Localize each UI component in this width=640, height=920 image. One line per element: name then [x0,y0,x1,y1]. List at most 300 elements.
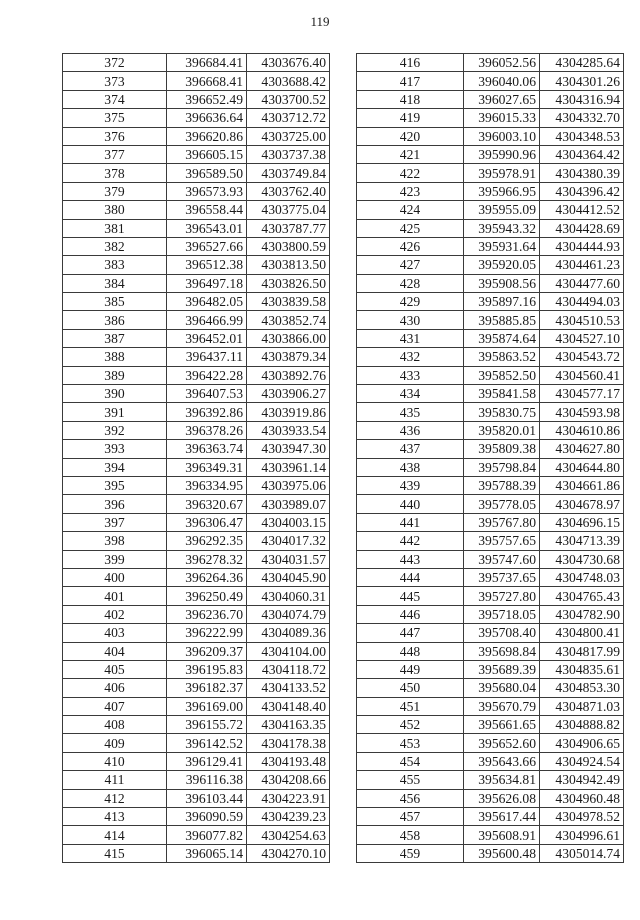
point-number-cell: 455 [357,771,464,789]
point-number-cell: 417 [357,72,464,90]
x-coordinate-cell: 396452.01 [167,329,247,347]
y-coordinate-cell: 4304527.10 [540,329,624,347]
table-row [63,660,330,678]
table-row [357,716,624,734]
point-number-cell: 452 [357,716,464,734]
table-row [63,348,330,366]
table-row [357,568,624,586]
x-coordinate-cell: 395626.08 [464,789,540,807]
table-row [357,532,624,550]
point-number-cell: 427 [357,256,464,274]
table-row [357,587,624,605]
x-coordinate-cell: 396407.53 [167,385,247,403]
point-number-cell: 404 [63,642,167,660]
y-coordinate-cell: 4304178.38 [247,734,330,752]
table-row [357,329,624,347]
x-coordinate-cell: 396306.47 [167,513,247,531]
point-number-cell: 403 [63,624,167,642]
y-coordinate-cell: 4304060.31 [247,587,330,605]
y-coordinate-cell: 4303688.42 [247,72,330,90]
y-coordinate-cell: 4304782.90 [540,605,624,623]
point-number-cell: 411 [63,771,167,789]
x-coordinate-cell: 395634.81 [464,771,540,789]
y-coordinate-cell: 4304835.61 [540,660,624,678]
x-coordinate-cell: 395966.95 [464,182,540,200]
table-row [63,587,330,605]
y-coordinate-cell: 4304031.57 [247,550,330,568]
table-row [63,366,330,384]
point-number-cell: 408 [63,716,167,734]
y-coordinate-cell: 4305014.74 [540,844,624,862]
table-row [357,182,624,200]
x-coordinate-cell: 396320.67 [167,495,247,513]
table-row [63,513,330,531]
point-number-cell: 378 [63,164,167,182]
table-row [63,642,330,660]
y-coordinate-cell: 4303947.30 [247,440,330,458]
table-row [63,329,330,347]
table-row [357,458,624,476]
point-number-cell: 423 [357,182,464,200]
point-number-cell: 431 [357,329,464,347]
point-number-cell: 450 [357,679,464,697]
x-coordinate-cell: 395897.16 [464,293,540,311]
point-number-cell: 446 [357,605,464,623]
x-coordinate-cell: 395978.91 [464,164,540,182]
table-row [357,311,624,329]
table-row [357,844,624,862]
point-number-cell: 451 [357,697,464,715]
x-coordinate-cell: 395920.05 [464,256,540,274]
table-row [357,72,624,90]
y-coordinate-cell: 4304765.43 [540,587,624,605]
x-coordinate-cell: 396129.41 [167,752,247,770]
table-row [357,495,624,513]
table-row [357,642,624,660]
point-number-cell: 400 [63,568,167,586]
y-coordinate-cell: 4304696.15 [540,513,624,531]
point-number-cell: 419 [357,109,464,127]
point-number-cell: 441 [357,513,464,531]
x-coordinate-cell: 396573.93 [167,182,247,200]
page-number: 119 [310,14,330,29]
y-coordinate-cell: 4304593.98 [540,403,624,421]
y-coordinate-cell: 4304713.39 [540,532,624,550]
point-number-cell: 407 [63,697,167,715]
x-coordinate-cell: 396605.15 [167,145,247,163]
table-row [63,421,330,439]
table-row [63,532,330,550]
y-coordinate-cell: 4304133.52 [247,679,330,697]
x-coordinate-cell: 395885.85 [464,311,540,329]
point-number-cell: 388 [63,348,167,366]
point-number-cell: 398 [63,532,167,550]
point-number-cell: 434 [357,385,464,403]
table-row [357,127,624,145]
table-row [357,808,624,826]
table-row [357,752,624,770]
point-number-cell: 401 [63,587,167,605]
y-coordinate-cell: 4303906.27 [247,385,330,403]
table-row [357,145,624,163]
y-coordinate-cell: 4303700.52 [247,90,330,108]
point-number-cell: 421 [357,145,464,163]
table-row [63,219,330,237]
y-coordinate-cell: 4303839.58 [247,293,330,311]
y-coordinate-cell: 4303787.77 [247,219,330,237]
table-row [63,256,330,274]
y-coordinate-cell: 4303676.40 [247,54,330,72]
y-coordinate-cell: 4303813.50 [247,256,330,274]
y-coordinate-cell: 4304510.53 [540,311,624,329]
table-row [357,771,624,789]
table-row [357,789,624,807]
y-coordinate-cell: 4304924.54 [540,752,624,770]
y-coordinate-cell: 4303961.14 [247,458,330,476]
table-row [357,403,624,421]
table-row [357,54,624,72]
y-coordinate-cell: 4304223.91 [247,789,330,807]
x-coordinate-cell: 396527.66 [167,237,247,255]
x-coordinate-cell: 395670.79 [464,697,540,715]
point-number-cell: 383 [63,256,167,274]
y-coordinate-cell: 4304730.68 [540,550,624,568]
point-number-cell: 375 [63,109,167,127]
x-coordinate-cell: 395680.04 [464,679,540,697]
table-row [357,293,624,311]
x-coordinate-cell: 396182.37 [167,679,247,697]
y-coordinate-cell: 4304089.36 [247,624,330,642]
y-coordinate-cell: 4303826.50 [247,274,330,292]
x-coordinate-cell: 396090.59 [167,808,247,826]
x-coordinate-cell: 395661.65 [464,716,540,734]
y-coordinate-cell: 4304543.72 [540,348,624,366]
point-number-cell: 394 [63,458,167,476]
x-coordinate-cell: 395931.64 [464,237,540,255]
table-row [63,54,330,72]
x-coordinate-cell: 395718.05 [464,605,540,623]
table-row [63,274,330,292]
y-coordinate-cell: 4304644.80 [540,458,624,476]
table-row [357,348,624,366]
table-row [63,403,330,421]
point-number-cell: 376 [63,127,167,145]
x-coordinate-cell: 395727.80 [464,587,540,605]
table-row [63,495,330,513]
table-row [63,771,330,789]
table-row [357,734,624,752]
x-coordinate-cell: 395841.58 [464,385,540,403]
table-row [63,311,330,329]
table-row [357,624,624,642]
x-coordinate-cell: 395608.91 [464,826,540,844]
x-coordinate-cell: 396378.26 [167,421,247,439]
y-coordinate-cell: 4304118.72 [247,660,330,678]
point-number-cell: 424 [357,201,464,219]
x-coordinate-cell: 396636.64 [167,109,247,127]
x-coordinate-cell: 396169.00 [167,697,247,715]
y-coordinate-cell: 4303800.59 [247,237,330,255]
y-coordinate-cell: 4303879.34 [247,348,330,366]
y-coordinate-cell: 4303933.54 [247,421,330,439]
x-coordinate-cell: 395955.09 [464,201,540,219]
y-coordinate-cell: 4303775.04 [247,201,330,219]
table-row [357,90,624,108]
point-number-cell: 384 [63,274,167,292]
table-row [63,72,330,90]
y-coordinate-cell: 4304996.61 [540,826,624,844]
point-number-cell: 372 [63,54,167,72]
point-number-cell: 436 [357,421,464,439]
x-coordinate-cell: 396497.18 [167,274,247,292]
x-coordinate-cell: 396278.32 [167,550,247,568]
table-row [63,385,330,403]
coordinate-table-left [62,53,330,863]
y-coordinate-cell: 4304906.65 [540,734,624,752]
x-coordinate-cell: 396349.31 [167,458,247,476]
x-coordinate-cell: 396103.44 [167,789,247,807]
point-number-cell: 457 [357,808,464,826]
x-coordinate-cell: 396684.41 [167,54,247,72]
x-coordinate-cell: 396558.44 [167,201,247,219]
point-number-cell: 432 [357,348,464,366]
table-row [63,550,330,568]
table-row [357,660,624,678]
point-number-cell: 397 [63,513,167,531]
table-row [357,826,624,844]
y-coordinate-cell: 4304661.86 [540,476,624,494]
table-row [63,808,330,826]
point-number-cell: 445 [357,587,464,605]
point-number-cell: 437 [357,440,464,458]
y-coordinate-cell: 4304853.30 [540,679,624,697]
point-number-cell: 374 [63,90,167,108]
point-number-cell: 453 [357,734,464,752]
table-row [63,458,330,476]
x-coordinate-cell: 395747.60 [464,550,540,568]
y-coordinate-cell: 4304045.90 [247,568,330,586]
point-number-cell: 440 [357,495,464,513]
table-row [357,605,624,623]
y-coordinate-cell: 4304960.48 [540,789,624,807]
point-number-cell: 443 [357,550,464,568]
x-coordinate-cell: 395830.75 [464,403,540,421]
table-row [63,826,330,844]
table-row [63,844,330,862]
point-number-cell: 385 [63,293,167,311]
table-row [63,679,330,697]
x-coordinate-cell: 396292.35 [167,532,247,550]
x-coordinate-cell: 395943.32 [464,219,540,237]
y-coordinate-cell: 4304888.82 [540,716,624,734]
y-coordinate-cell: 4304978.52 [540,808,624,826]
y-coordinate-cell: 4304332.70 [540,109,624,127]
y-coordinate-cell: 4304003.15 [247,513,330,531]
table-row [357,476,624,494]
table-row [63,734,330,752]
point-number-cell: 418 [357,90,464,108]
point-number-cell: 420 [357,127,464,145]
table-row [357,385,624,403]
x-coordinate-cell: 396652.49 [167,90,247,108]
point-number-cell: 442 [357,532,464,550]
y-coordinate-cell: 4304364.42 [540,145,624,163]
x-coordinate-cell: 395643.66 [464,752,540,770]
x-coordinate-cell: 396142.52 [167,734,247,752]
table-row [357,256,624,274]
x-coordinate-cell: 396543.01 [167,219,247,237]
point-number-cell: 433 [357,366,464,384]
table-row [63,716,330,734]
point-number-cell: 447 [357,624,464,642]
y-coordinate-cell: 4303749.84 [247,164,330,182]
point-number-cell: 380 [63,201,167,219]
x-coordinate-cell: 395767.80 [464,513,540,531]
x-coordinate-cell: 396040.06 [464,72,540,90]
point-number-cell: 405 [63,660,167,678]
x-coordinate-cell: 396052.56 [464,54,540,72]
table-row [63,440,330,458]
x-coordinate-cell: 396589.50 [167,164,247,182]
y-coordinate-cell: 4303852.74 [247,311,330,329]
x-coordinate-cell: 395788.39 [464,476,540,494]
x-coordinate-cell: 395874.64 [464,329,540,347]
x-coordinate-cell: 396015.33 [464,109,540,127]
y-coordinate-cell: 4304104.00 [247,642,330,660]
x-coordinate-cell: 395990.96 [464,145,540,163]
table-row [357,679,624,697]
point-number-cell: 396 [63,495,167,513]
point-number-cell: 395 [63,476,167,494]
x-coordinate-cell: 396620.86 [167,127,247,145]
x-coordinate-cell: 395852.50 [464,366,540,384]
y-coordinate-cell: 4304494.03 [540,293,624,311]
table-row [357,421,624,439]
x-coordinate-cell: 395908.56 [464,274,540,292]
y-coordinate-cell: 4303737.38 [247,145,330,163]
y-coordinate-cell: 4304412.52 [540,201,624,219]
y-coordinate-cell: 4304444.93 [540,237,624,255]
table-row [357,164,624,182]
y-coordinate-cell: 4304163.35 [247,716,330,734]
table-row [63,237,330,255]
point-number-cell: 382 [63,237,167,255]
y-coordinate-cell: 4304678.97 [540,495,624,513]
point-number-cell: 377 [63,145,167,163]
y-coordinate-cell: 4303725.00 [247,127,330,145]
table-row [357,274,624,292]
point-number-cell: 406 [63,679,167,697]
y-coordinate-cell: 4304871.03 [540,697,624,715]
y-coordinate-cell: 4304348.53 [540,127,624,145]
y-coordinate-cell: 4304627.80 [540,440,624,458]
table-row [357,697,624,715]
x-coordinate-cell: 396065.14 [167,844,247,862]
y-coordinate-cell: 4304017.32 [247,532,330,550]
table-row [63,568,330,586]
point-number-cell: 390 [63,385,167,403]
y-coordinate-cell: 4304800.41 [540,624,624,642]
x-coordinate-cell: 396437.11 [167,348,247,366]
point-number-cell: 425 [357,219,464,237]
x-coordinate-cell: 396077.82 [167,826,247,844]
y-coordinate-cell: 4304239.23 [247,808,330,826]
table-row [357,109,624,127]
point-number-cell: 402 [63,605,167,623]
y-coordinate-cell: 4304748.03 [540,568,624,586]
point-number-cell: 409 [63,734,167,752]
point-number-cell: 416 [357,54,464,72]
x-coordinate-cell: 395689.39 [464,660,540,678]
x-coordinate-cell: 396482.05 [167,293,247,311]
point-number-cell: 444 [357,568,464,586]
x-coordinate-cell: 396264.36 [167,568,247,586]
point-number-cell: 459 [357,844,464,862]
coordinate-table-right [356,53,624,863]
table-row [63,109,330,127]
y-coordinate-cell: 4304477.60 [540,274,624,292]
table-row [357,201,624,219]
point-number-cell: 449 [357,660,464,678]
y-coordinate-cell: 4304270.10 [247,844,330,862]
y-coordinate-cell: 4304285.64 [540,54,624,72]
table-row [357,550,624,568]
point-number-cell: 448 [357,642,464,660]
point-number-cell: 415 [63,844,167,862]
table-row [357,237,624,255]
point-number-cell: 414 [63,826,167,844]
y-coordinate-cell: 4304301.26 [540,72,624,90]
y-coordinate-cell: 4304074.79 [247,605,330,623]
point-number-cell: 410 [63,752,167,770]
x-coordinate-cell: 395652.60 [464,734,540,752]
point-number-cell: 379 [63,182,167,200]
table-row [63,476,330,494]
point-number-cell: 391 [63,403,167,421]
x-coordinate-cell: 396209.37 [167,642,247,660]
x-coordinate-cell: 396334.95 [167,476,247,494]
table-row [63,164,330,182]
x-coordinate-cell: 396466.99 [167,311,247,329]
point-number-cell: 454 [357,752,464,770]
table-row [357,366,624,384]
y-coordinate-cell: 4304560.41 [540,366,624,384]
point-number-cell: 430 [357,311,464,329]
x-coordinate-cell: 395863.52 [464,348,540,366]
x-coordinate-cell: 395600.48 [464,844,540,862]
table-row [63,145,330,163]
x-coordinate-cell: 395617.44 [464,808,540,826]
point-number-cell: 456 [357,789,464,807]
table-row [63,624,330,642]
table-row [357,440,624,458]
x-coordinate-cell: 396422.28 [167,366,247,384]
table-row [63,182,330,200]
point-number-cell: 387 [63,329,167,347]
x-coordinate-cell: 396003.10 [464,127,540,145]
y-coordinate-cell: 4304461.23 [540,256,624,274]
y-coordinate-cell: 4304942.49 [540,771,624,789]
table-row [357,513,624,531]
table-row [63,90,330,108]
x-coordinate-cell: 396512.38 [167,256,247,274]
table-row [357,219,624,237]
y-coordinate-cell: 4303762.40 [247,182,330,200]
point-number-cell: 373 [63,72,167,90]
x-coordinate-cell: 395820.01 [464,421,540,439]
point-number-cell: 412 [63,789,167,807]
point-number-cell: 393 [63,440,167,458]
